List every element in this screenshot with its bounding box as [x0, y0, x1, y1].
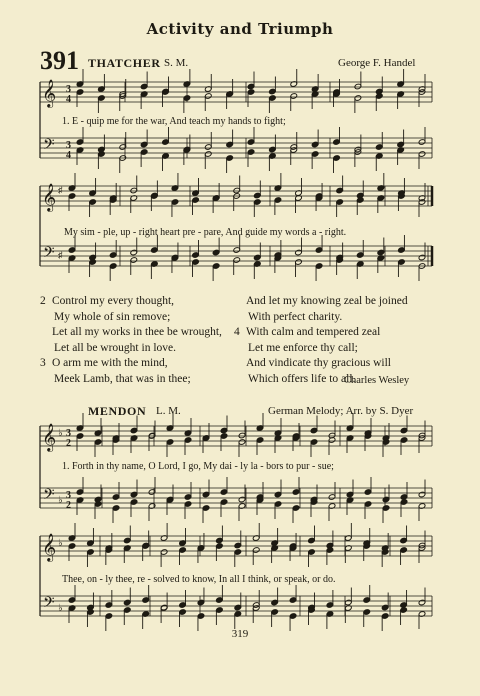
verse-line: Let me enforce thy call;	[248, 341, 358, 354]
tune-name: MENDON	[88, 404, 147, 418]
time-signature: 3	[66, 490, 71, 501]
verse-number: 4	[234, 326, 240, 338]
bass-clef-icon: 𝄢	[43, 486, 55, 507]
page-number: 319	[231, 628, 249, 640]
lyric-line-1: 1. E - quip me for the war, And teach my hands to fight;	[62, 116, 286, 127]
hymn-number: 391	[40, 46, 79, 75]
bass-clef-icon: 𝄢	[43, 594, 55, 615]
flat-icon: ♭	[58, 538, 63, 549]
treble-clef-icon: 𝄞	[42, 533, 57, 561]
lyric-line-2: My sim - ple, up - right heart pre - pare, And guide my words a - right.	[64, 227, 347, 238]
composer-credit: George F. Handel	[338, 57, 416, 69]
meter: S. M.	[164, 57, 189, 69]
verse-line: Which offers life to all.	[248, 372, 356, 385]
running-head: Activity and Triumph	[146, 20, 334, 38]
author-credit: Charles Wesley	[344, 375, 410, 386]
verse-line: And vindicate thy gracious will	[246, 357, 391, 369]
verse-line: And let my knowing zeal be joined	[246, 295, 408, 307]
time-signature: 3	[66, 428, 71, 439]
verse-line: Let all be wrought in love.	[54, 341, 176, 354]
verse-line: With perfect charity.	[248, 310, 343, 323]
verse-line: O arm me with the mind,	[52, 357, 168, 369]
bass-clef-icon: 𝄢	[43, 136, 55, 157]
verse-number: 3	[40, 357, 46, 369]
tune-name: THATCHER	[88, 56, 161, 70]
music-system-3	[0, 418, 480, 528]
time-signature: 3	[66, 140, 71, 151]
verses-right-column	[234, 294, 408, 387]
treble-clef-icon: 𝄞	[42, 423, 57, 451]
time-signature: 3	[66, 84, 71, 95]
meter: L. M.	[156, 405, 181, 417]
verse-line: Let all my works in thee be wrought,	[52, 326, 222, 338]
verse-number: 2	[40, 295, 46, 307]
verse-line: Meek Lamb, that was in thee;	[54, 372, 191, 385]
verses-left-column	[40, 294, 222, 387]
verse-line: With calm and tempered zeal	[246, 326, 381, 338]
flat-icon: ♭	[58, 603, 63, 614]
sharp-icon: ♯	[58, 250, 63, 260]
verse-line: My whole of sin remove;	[54, 310, 171, 323]
composer-credit: German Melody; Arr. by S. Dyer	[268, 405, 414, 417]
time-signature: 2	[66, 500, 71, 511]
flat-icon: ♭	[58, 428, 63, 439]
time-signature: 2	[66, 438, 71, 449]
lyric-line-3: 1. Forth in thy name, O Lord, I go, My dai - ly la - bors to pur - sue;	[62, 461, 334, 472]
time-signature: 4	[66, 150, 71, 161]
bass-clef-icon: 𝄢	[43, 244, 55, 265]
treble-staff	[40, 186, 432, 206]
flat-icon: ♭	[58, 495, 63, 506]
treble-clef-icon: 𝄞	[42, 79, 57, 107]
treble-clef-icon: 𝄞	[42, 183, 57, 211]
sharp-icon: ♯	[58, 185, 63, 195]
time-signature: 4	[66, 94, 71, 105]
verse-line: Control my every thought,	[52, 295, 175, 307]
lyric-line-4: Thee, on - ly thee, re - solved to know, In all I think, or speak, or do.	[62, 574, 336, 585]
